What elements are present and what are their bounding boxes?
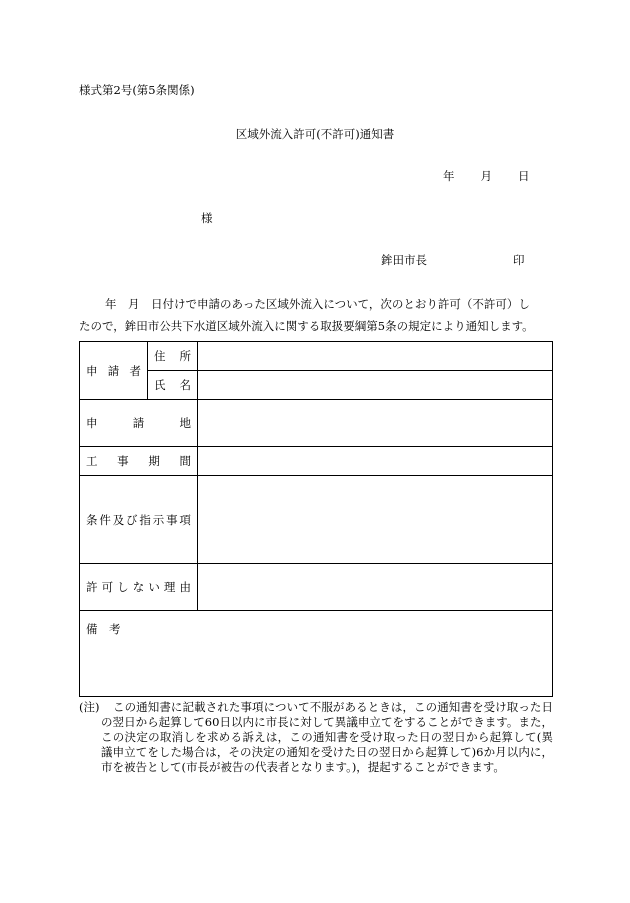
date-year: 年 [443,169,455,183]
address-label: 住 所 [148,342,198,371]
conditions-label: 条 件 及 び 指 示 事 項 [80,476,198,564]
note-text: この通知書に記載された事項について不服があるときは，この通知書を受け取った日の翌日から起算して60日以内に市長に対して異議申立てをすることができます。また，この決定の取消しを求める訴えは，この通知書を受け取った日の翌日から起算して(異議申立てをした場合は，その決定の通知を受けた日の翌日から起算して)6か月以内に，市を被告として(市長が被告の代表者となります。)，提起することができます。 [101,700,553,774]
document-title: 区域外流入許可(不許可)通知書 [235,127,395,141]
note [79,700,553,775]
form-table [79,341,553,697]
seal-mark: 印 [513,253,525,267]
reason-label: 許 可 し な い 理 由 [80,564,198,611]
applicant-label: 申 請 者 [80,342,148,400]
reason-value[interactable] [198,564,553,611]
date-month: 月 [480,169,492,183]
name-value[interactable] [198,371,553,400]
date-line [443,168,530,184]
site-label: 申 請 地 [80,400,198,447]
note-label: (注) [79,700,100,714]
body-line-2: たので，鉾田市公共下水道区域外流入に関する取扱要綱第5条の規定により通知します。 [79,319,534,333]
issuer [381,252,525,268]
site-value[interactable] [198,400,553,447]
issuer-name: 鉾田市長 [381,253,427,267]
body-text [79,293,551,337]
remarks-label: 備 考 [86,622,121,636]
form-number: 様式第2号(第5条関係) [79,83,195,97]
period-value[interactable] [198,447,553,476]
period-label: 工 事 期 間 [80,447,198,476]
remarks-cell[interactable] [80,611,553,697]
body-line-1: 年 月 日付けで申請のあった区域外流入について，次のとおり許可（不許可）し [105,297,530,311]
addressee: 様 [201,211,213,225]
name-label: 氏 名 [148,371,198,400]
conditions-value[interactable] [198,476,553,564]
address-value[interactable] [198,342,553,371]
date-day: 日 [518,169,530,183]
